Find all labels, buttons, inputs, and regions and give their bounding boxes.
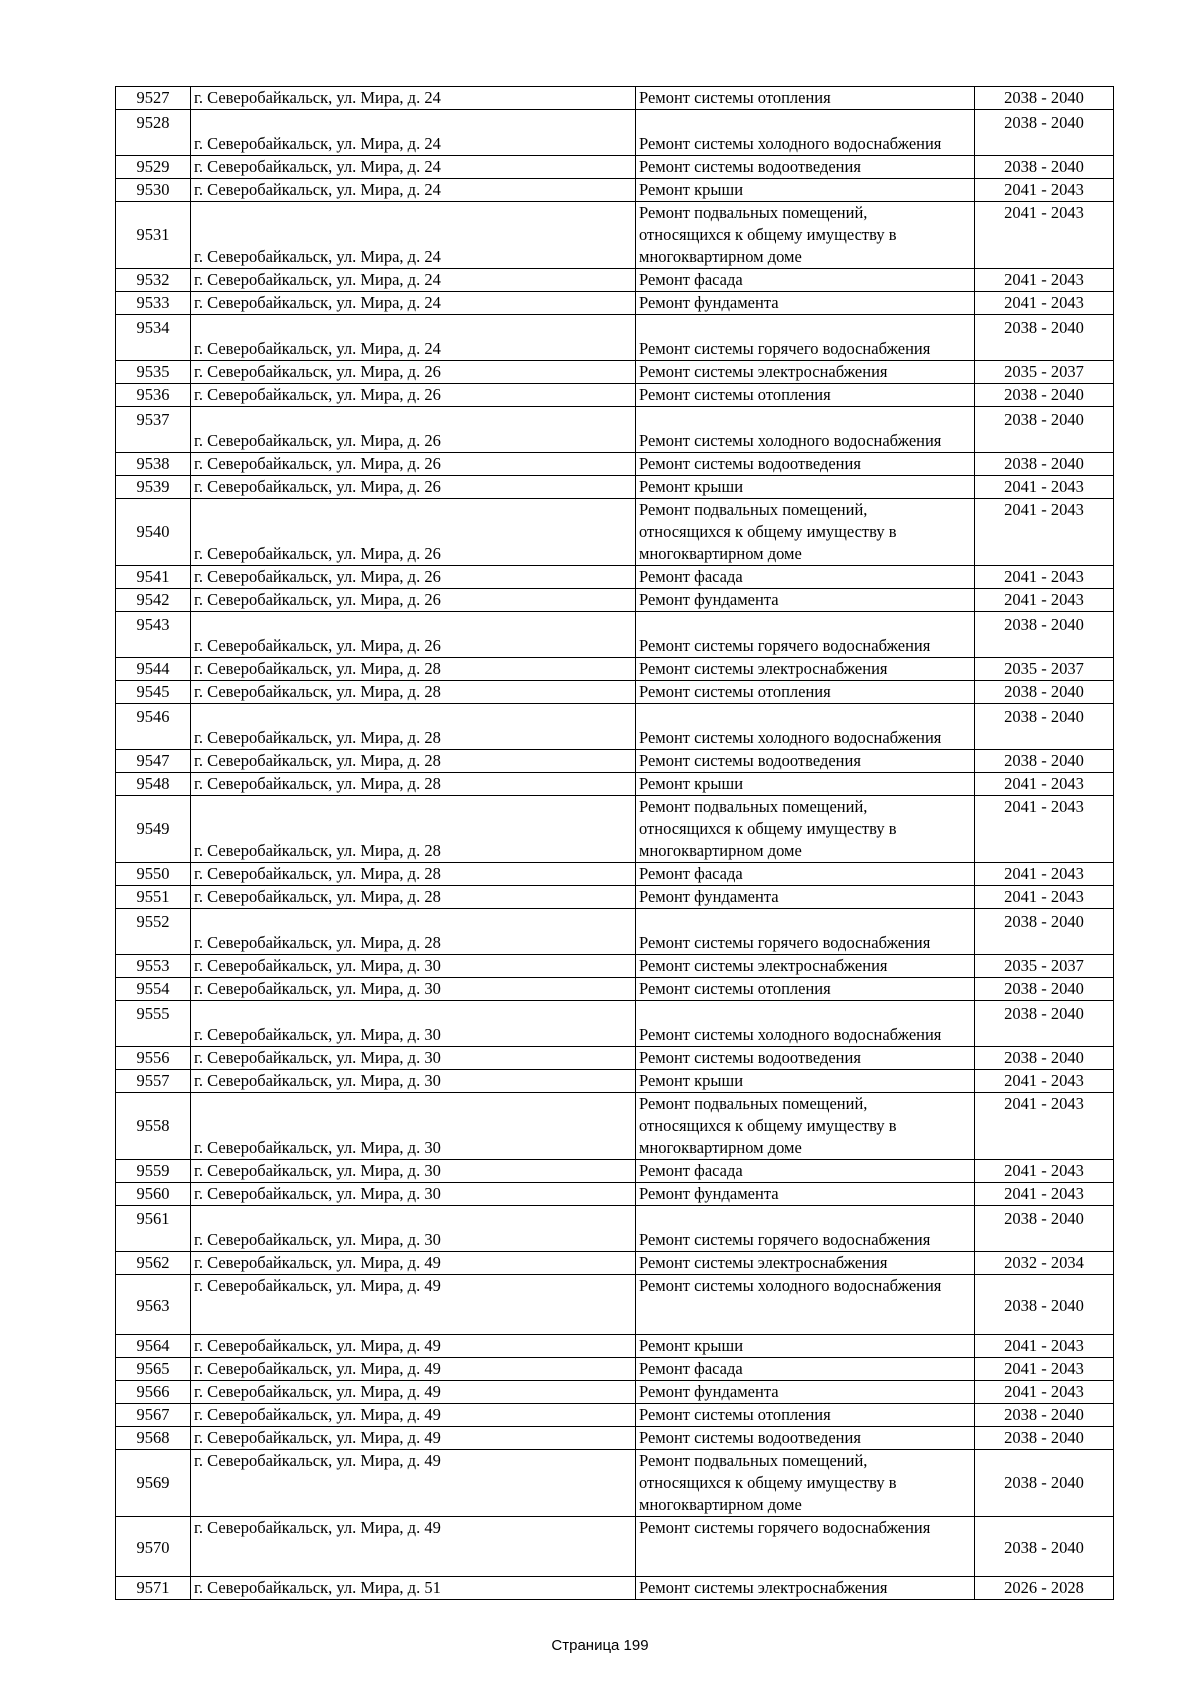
table-row <box>116 1183 1114 1206</box>
work-type-cell: Ремонт системы отопления <box>636 681 975 704</box>
years-cell: 2038 - 2040 <box>975 453 1114 476</box>
table-row <box>116 384 1114 407</box>
row-number-cell: 9539 <box>116 476 191 499</box>
table-row <box>116 978 1114 1001</box>
address-cell: г. Северобайкальск, ул. Мира, д. 51 <box>191 1577 636 1600</box>
years-cell: 2038 - 2040 <box>975 110 1114 156</box>
address-cell: г. Северобайкальск, ул. Мира, д. 30 <box>191 1093 636 1160</box>
years-cell: 2038 - 2040 <box>975 1517 1114 1577</box>
address-cell: г. Северобайкальск, ул. Мира, д. 24 <box>191 156 636 179</box>
row-number-cell: 9530 <box>116 179 191 202</box>
address-cell: г. Северобайкальск, ул. Мира, д. 24 <box>191 179 636 202</box>
years-cell: 2032 - 2034 <box>975 1252 1114 1275</box>
work-type-cell: Ремонт фасада <box>636 1160 975 1183</box>
row-number-cell: 9542 <box>116 589 191 612</box>
address-cell: г. Северобайкальск, ул. Мира, д. 30 <box>191 1047 636 1070</box>
row-number-cell: 9569 <box>116 1450 191 1517</box>
table-row <box>116 909 1114 955</box>
row-number-cell: 9555 <box>116 1001 191 1047</box>
row-number-cell: 9550 <box>116 863 191 886</box>
row-number-cell: 9552 <box>116 909 191 955</box>
work-type-cell: Ремонт системы водоотведения <box>636 453 975 476</box>
work-type-cell: Ремонт системы отопления <box>636 978 975 1001</box>
address-cell: г. Северобайкальск, ул. Мира, д. 28 <box>191 658 636 681</box>
years-cell: 2038 - 2040 <box>975 750 1114 773</box>
work-type-cell: Ремонт системы водоотведения <box>636 156 975 179</box>
years-cell: 2041 - 2043 <box>975 292 1114 315</box>
years-cell: 2038 - 2040 <box>975 978 1114 1001</box>
table-row <box>116 202 1114 269</box>
years-cell: 2038 - 2040 <box>975 1427 1114 1450</box>
work-type-cell: Ремонт фасада <box>636 1358 975 1381</box>
row-number-cell: 9527 <box>116 87 191 110</box>
table-row <box>116 566 1114 589</box>
work-type-cell: Ремонт системы горячего водоснабжения <box>636 612 975 658</box>
row-number-cell: 9568 <box>116 1427 191 1450</box>
work-type-cell: Ремонт фундамента <box>636 1183 975 1206</box>
years-cell: 2041 - 2043 <box>975 1070 1114 1093</box>
work-type-cell: Ремонт подвальных помещений, относящихся к общему имуществу в многоквартирном доме <box>636 1093 975 1160</box>
table-row <box>116 886 1114 909</box>
row-number-cell: 9537 <box>116 407 191 453</box>
table-row <box>116 589 1114 612</box>
table-row <box>116 315 1114 361</box>
table-row <box>116 1001 1114 1047</box>
years-cell: 2038 - 2040 <box>975 704 1114 750</box>
address-cell: г. Северобайкальск, ул. Мира, д. 26 <box>191 589 636 612</box>
address-cell: г. Северобайкальск, ул. Мира, д. 49 <box>191 1381 636 1404</box>
row-number-cell: 9528 <box>116 110 191 156</box>
address-cell: г. Северобайкальск, ул. Мира, д. 28 <box>191 681 636 704</box>
table-body <box>116 87 1114 1600</box>
row-number-cell: 9548 <box>116 773 191 796</box>
years-cell: 2038 - 2040 <box>975 407 1114 453</box>
address-cell: г. Северобайкальск, ул. Мира, д. 26 <box>191 499 636 566</box>
years-cell: 2038 - 2040 <box>975 681 1114 704</box>
row-number-cell: 9551 <box>116 886 191 909</box>
row-number-cell: 9532 <box>116 269 191 292</box>
address-cell: г. Северобайкальск, ул. Мира, д. 28 <box>191 796 636 863</box>
years-cell: 2035 - 2037 <box>975 658 1114 681</box>
years-cell: 2041 - 2043 <box>975 476 1114 499</box>
row-number-cell: 9540 <box>116 499 191 566</box>
work-type-cell: Ремонт системы электроснабжения <box>636 955 975 978</box>
row-number-cell: 9561 <box>116 1206 191 1252</box>
address-cell: г. Северобайкальск, ул. Мира, д. 49 <box>191 1358 636 1381</box>
work-type-cell: Ремонт крыши <box>636 773 975 796</box>
row-number-cell: 9535 <box>116 361 191 384</box>
table-row <box>116 110 1114 156</box>
years-cell: 2041 - 2043 <box>975 589 1114 612</box>
address-cell: г. Северобайкальск, ул. Мира, д. 28 <box>191 909 636 955</box>
work-type-cell: Ремонт фасада <box>636 566 975 589</box>
table-row <box>116 292 1114 315</box>
table-row <box>116 476 1114 499</box>
work-type-cell: Ремонт системы горячего водоснабжения <box>636 909 975 955</box>
years-cell: 2038 - 2040 <box>975 1450 1114 1517</box>
address-cell: г. Северобайкальск, ул. Мира, д. 24 <box>191 315 636 361</box>
table-row <box>116 681 1114 704</box>
table-row <box>116 955 1114 978</box>
address-cell: г. Северобайкальск, ул. Мира, д. 30 <box>191 1206 636 1252</box>
work-type-cell: Ремонт системы водоотведения <box>636 1047 975 1070</box>
address-cell: г. Северобайкальск, ул. Мира, д. 26 <box>191 612 636 658</box>
address-cell: г. Северобайкальск, ул. Мира, д. 49 <box>191 1335 636 1358</box>
years-cell: 2041 - 2043 <box>975 1183 1114 1206</box>
address-cell: г. Северобайкальск, ул. Мира, д. 26 <box>191 566 636 589</box>
work-type-cell: Ремонт подвальных помещений, относящихся к общему имуществу в многоквартирном доме <box>636 202 975 269</box>
row-number-cell: 9543 <box>116 612 191 658</box>
address-cell: г. Северобайкальск, ул. Мира, д. 26 <box>191 453 636 476</box>
years-cell: 2041 - 2043 <box>975 566 1114 589</box>
row-number-cell: 9546 <box>116 704 191 750</box>
table-row <box>116 179 1114 202</box>
address-cell: г. Северобайкальск, ул. Мира, д. 26 <box>191 361 636 384</box>
table-row <box>116 499 1114 566</box>
work-type-cell: Ремонт системы электроснабжения <box>636 658 975 681</box>
repair-schedule-table <box>115 86 1114 1600</box>
years-cell: 2038 - 2040 <box>975 1275 1114 1335</box>
address-cell: г. Северобайкальск, ул. Мира, д. 30 <box>191 1070 636 1093</box>
row-number-cell: 9562 <box>116 1252 191 1275</box>
years-cell: 2041 - 2043 <box>975 179 1114 202</box>
work-type-cell: Ремонт системы горячего водоснабжения <box>636 1517 975 1577</box>
table-row <box>116 1275 1114 1335</box>
row-number-cell: 9567 <box>116 1404 191 1427</box>
work-type-cell: Ремонт подвальных помещений, относящихся к общему имуществу в многоквартирном доме <box>636 796 975 863</box>
years-cell: 2041 - 2043 <box>975 1093 1114 1160</box>
row-number-cell: 9553 <box>116 955 191 978</box>
years-cell: 2038 - 2040 <box>975 1047 1114 1070</box>
work-type-cell: Ремонт крыши <box>636 476 975 499</box>
row-number-cell: 9571 <box>116 1577 191 1600</box>
row-number-cell: 9554 <box>116 978 191 1001</box>
work-type-cell: Ремонт фасада <box>636 863 975 886</box>
years-cell: 2038 - 2040 <box>975 384 1114 407</box>
work-type-cell: Ремонт системы отопления <box>636 1404 975 1427</box>
years-cell: 2038 - 2040 <box>975 315 1114 361</box>
table-row <box>116 750 1114 773</box>
row-number-cell: 9541 <box>116 566 191 589</box>
row-number-cell: 9564 <box>116 1335 191 1358</box>
work-type-cell: Ремонт системы отопления <box>636 87 975 110</box>
years-cell: 2038 - 2040 <box>975 612 1114 658</box>
address-cell: г. Северобайкальск, ул. Мира, д. 26 <box>191 407 636 453</box>
years-cell: 2038 - 2040 <box>975 1001 1114 1047</box>
row-number-cell: 9545 <box>116 681 191 704</box>
table-row <box>116 1381 1114 1404</box>
years-cell: 2041 - 2043 <box>975 886 1114 909</box>
row-number-cell: 9544 <box>116 658 191 681</box>
work-type-cell: Ремонт крыши <box>636 179 975 202</box>
address-cell: г. Северобайкальск, ул. Мира, д. 26 <box>191 384 636 407</box>
work-type-cell: Ремонт подвальных помещений, относящихся к общему имуществу в многоквартирном доме <box>636 499 975 566</box>
table-row <box>116 156 1114 179</box>
work-type-cell: Ремонт крыши <box>636 1070 975 1093</box>
table-row <box>116 658 1114 681</box>
years-cell: 2041 - 2043 <box>975 796 1114 863</box>
work-type-cell: Ремонт системы холодного водоснабжения <box>636 1001 975 1047</box>
table-row <box>116 612 1114 658</box>
years-cell: 2038 - 2040 <box>975 156 1114 179</box>
work-type-cell: Ремонт системы электроснабжения <box>636 1577 975 1600</box>
work-type-cell: Ремонт системы холодного водоснабжения <box>636 1275 975 1335</box>
table-row <box>116 1206 1114 1252</box>
work-type-cell: Ремонт фундамента <box>636 292 975 315</box>
address-cell: г. Северобайкальск, ул. Мира, д. 24 <box>191 202 636 269</box>
address-cell: г. Северобайкальск, ул. Мира, д. 30 <box>191 955 636 978</box>
row-number-cell: 9565 <box>116 1358 191 1381</box>
table-row <box>116 1517 1114 1577</box>
work-type-cell: Ремонт системы водоотведения <box>636 1427 975 1450</box>
row-number-cell: 9556 <box>116 1047 191 1070</box>
work-type-cell: Ремонт фасада <box>636 269 975 292</box>
years-cell: 2041 - 2043 <box>975 499 1114 566</box>
work-type-cell: Ремонт крыши <box>636 1335 975 1358</box>
row-number-cell: 9559 <box>116 1160 191 1183</box>
address-cell: г. Северобайкальск, ул. Мира, д. 24 <box>191 292 636 315</box>
row-number-cell: 9547 <box>116 750 191 773</box>
row-number-cell: 9534 <box>116 315 191 361</box>
work-type-cell: Ремонт системы холодного водоснабжения <box>636 110 975 156</box>
address-cell: г. Северобайкальск, ул. Мира, д. 28 <box>191 704 636 750</box>
table-row <box>116 361 1114 384</box>
row-number-cell: 9529 <box>116 156 191 179</box>
work-type-cell: Ремонт системы отопления <box>636 384 975 407</box>
years-cell: 2041 - 2043 <box>975 773 1114 796</box>
years-cell: 2035 - 2037 <box>975 955 1114 978</box>
years-cell: 2038 - 2040 <box>975 1404 1114 1427</box>
table-row <box>116 1093 1114 1160</box>
table-row <box>116 704 1114 750</box>
years-cell: 2041 - 2043 <box>975 1160 1114 1183</box>
table-row <box>116 1577 1114 1600</box>
years-cell: 2041 - 2043 <box>975 269 1114 292</box>
table-row <box>116 1160 1114 1183</box>
years-cell: 2041 - 2043 <box>975 1335 1114 1358</box>
row-number-cell: 9570 <box>116 1517 191 1577</box>
table-row <box>116 269 1114 292</box>
address-cell: г. Северобайкальск, ул. Мира, д. 49 <box>191 1517 636 1577</box>
address-cell: г. Северобайкальск, ул. Мира, д. 28 <box>191 750 636 773</box>
work-type-cell: Ремонт системы горячего водоснабжения <box>636 315 975 361</box>
row-number-cell: 9560 <box>116 1183 191 1206</box>
work-type-cell: Ремонт системы горячего водоснабжения <box>636 1206 975 1252</box>
table-row <box>116 407 1114 453</box>
address-cell: г. Северобайкальск, ул. Мира, д. 30 <box>191 1001 636 1047</box>
table-row <box>116 773 1114 796</box>
work-type-cell: Ремонт системы электроснабжения <box>636 361 975 384</box>
address-cell: г. Северобайкальск, ул. Мира, д. 26 <box>191 476 636 499</box>
address-cell: г. Северобайкальск, ул. Мира, д. 24 <box>191 110 636 156</box>
row-number-cell: 9563 <box>116 1275 191 1335</box>
address-cell: г. Северобайкальск, ул. Мира, д. 30 <box>191 978 636 1001</box>
work-type-cell: Ремонт системы холодного водоснабжения <box>636 407 975 453</box>
row-number-cell: 9557 <box>116 1070 191 1093</box>
row-number-cell: 9566 <box>116 1381 191 1404</box>
address-cell: г. Северобайкальск, ул. Мира, д. 49 <box>191 1427 636 1450</box>
address-cell: г. Северобайкальск, ул. Мира, д. 49 <box>191 1275 636 1335</box>
table-row <box>116 863 1114 886</box>
work-type-cell: Ремонт системы холодного водоснабжения <box>636 704 975 750</box>
row-number-cell: 9533 <box>116 292 191 315</box>
address-cell: г. Северобайкальск, ул. Мира, д. 30 <box>191 1160 636 1183</box>
table-row <box>116 453 1114 476</box>
address-cell: г. Северобайкальск, ул. Мира, д. 49 <box>191 1404 636 1427</box>
work-type-cell: Ремонт фундамента <box>636 1381 975 1404</box>
work-type-cell: Ремонт подвальных помещений, относящихся к общему имуществу в многоквартирном доме <box>636 1450 975 1517</box>
table-row <box>116 1252 1114 1275</box>
row-number-cell: 9538 <box>116 453 191 476</box>
years-cell: 2038 - 2040 <box>975 909 1114 955</box>
table-row <box>116 1427 1114 1450</box>
work-type-cell: Ремонт системы водоотведения <box>636 750 975 773</box>
address-cell: г. Северобайкальск, ул. Мира, д. 28 <box>191 863 636 886</box>
address-cell: г. Северобайкальск, ул. Мира, д. 49 <box>191 1252 636 1275</box>
address-cell: г. Северобайкальск, ул. Мира, д. 28 <box>191 886 636 909</box>
work-type-cell: Ремонт фундамента <box>636 589 975 612</box>
years-cell: 2035 - 2037 <box>975 361 1114 384</box>
years-cell: 2038 - 2040 <box>975 87 1114 110</box>
row-number-cell: 9558 <box>116 1093 191 1160</box>
years-cell: 2041 - 2043 <box>975 1381 1114 1404</box>
years-cell: 2038 - 2040 <box>975 1206 1114 1252</box>
table-row <box>116 1335 1114 1358</box>
table-row <box>116 796 1114 863</box>
years-cell: 2041 - 2043 <box>975 863 1114 886</box>
address-cell: г. Северобайкальск, ул. Мира, д. 49 <box>191 1450 636 1517</box>
table-row <box>116 1450 1114 1517</box>
table-row <box>116 1047 1114 1070</box>
work-type-cell: Ремонт системы электроснабжения <box>636 1252 975 1275</box>
work-type-cell: Ремонт фундамента <box>636 886 975 909</box>
address-cell: г. Северобайкальск, ул. Мира, д. 24 <box>191 269 636 292</box>
address-cell: г. Северобайкальск, ул. Мира, д. 30 <box>191 1183 636 1206</box>
row-number-cell: 9536 <box>116 384 191 407</box>
table-row <box>116 1070 1114 1093</box>
table-row <box>116 1358 1114 1381</box>
years-cell: 2041 - 2043 <box>975 1358 1114 1381</box>
table-row <box>116 87 1114 110</box>
page-number: Страница 199 <box>551 1637 649 1654</box>
years-cell: 2041 - 2043 <box>975 202 1114 269</box>
address-cell: г. Северобайкальск, ул. Мира, д. 28 <box>191 773 636 796</box>
years-cell: 2026 - 2028 <box>975 1577 1114 1600</box>
address-cell: г. Северобайкальск, ул. Мира, д. 24 <box>191 87 636 110</box>
row-number-cell: 9549 <box>116 796 191 863</box>
table-row <box>116 1404 1114 1427</box>
row-number-cell: 9531 <box>116 202 191 269</box>
